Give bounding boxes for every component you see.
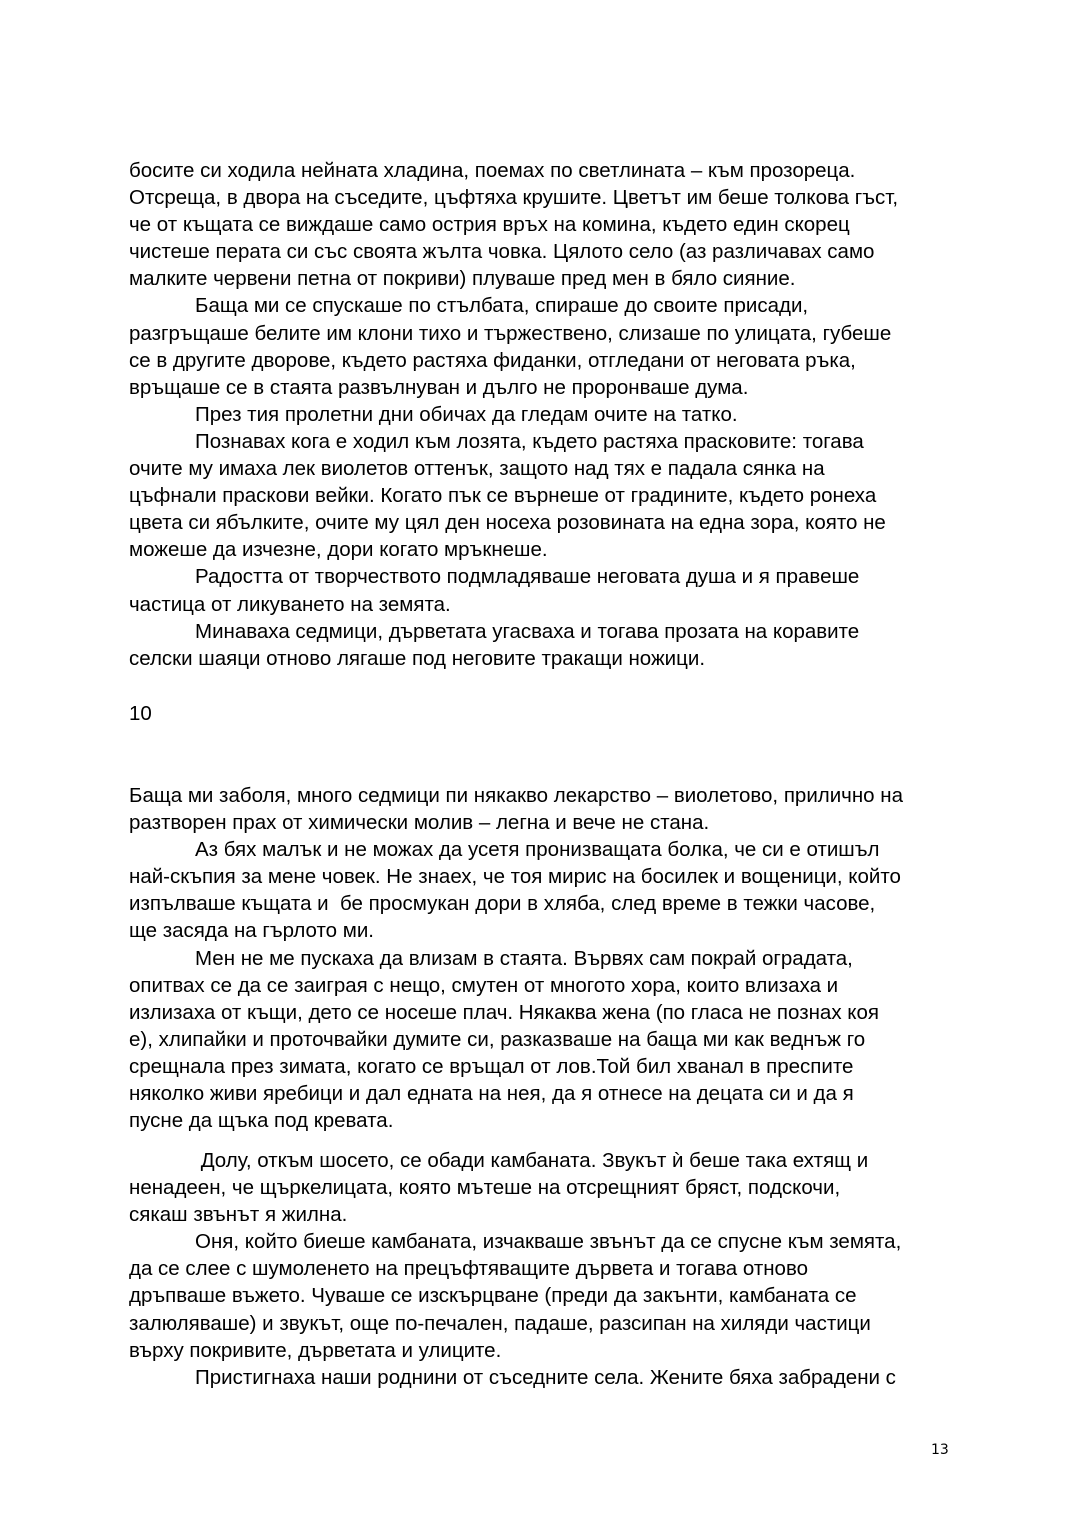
paragraph-line: пусне да щъка под кревата. — [129, 1109, 394, 1133]
paragraph-first-line: Радостта от творчеството подмладяваше неговата душа и я правеше — [195, 565, 860, 589]
paragraph-line: излизаха от къщи, дето се носеше плач. Някаква жена (по гласа не познах коя — [129, 1000, 879, 1024]
paragraph-line: ще засяда на гърлото ми. — [129, 919, 374, 943]
paragraph-first-line: Пристигнаха наши роднини от съседните села. Жените бяха забрадени с — [195, 1365, 896, 1389]
paragraph-line: опитвах се да се заиграя с нещо, смутен от многото хора, които влизаха и — [129, 973, 839, 997]
chapter-number: 10 — [129, 702, 152, 725]
paragraph-line: че от къщата се виждаше само острия връх на комина, където един скорец — [129, 213, 850, 237]
paragraph-line: да се слее с шумоленето на прецъфтяващите дървета и тогава отново — [129, 1257, 809, 1281]
paragraph-first-line: Познавах кога е ходил към лозята, където растяха прасковите: тогава — [195, 429, 864, 453]
paragraph-line: върху покривите, дърветата и улиците. — [129, 1338, 502, 1362]
paragraph-line: малките червени петна от покриви) плуваше пред мен в бяло сияние. — [129, 267, 796, 291]
text-block-bottom — [129, 1147, 959, 1391]
paragraph-line: босите си ходила нейната хладина, поемах по светлината – към прозореца. — [129, 159, 856, 182]
paragraph-first-line: Оня, който биеше камбаната, изчакваше звънът да се спусне към земята, — [195, 1230, 902, 1254]
paragraph-line: залюляваше) и звукът, още по-печален, падаше, разсипан на хиляди частици — [129, 1311, 871, 1335]
paragraph-line: чистеше перата си със своята жълта човка. Цялото село (аз различавах само — [129, 240, 875, 264]
paragraph-line: Баща ми заболя, много седмици пи някакво лекарство – виолетово, прилично на — [129, 784, 904, 807]
paragraph-first-line: Минаваха седмици, дърветата угасваха и тогава прозата на коравите — [195, 619, 860, 643]
paragraph-first-line: Мен не ме пускаха да влизам в стаята. Вървях сам покрай оградата, — [195, 946, 853, 970]
paragraph-line: няколко живи яребици и дал едната на нея, да я отнесе на децата си и да я — [129, 1082, 854, 1106]
paragraph-line: дръпваше въжето. Чуваше се изскърцване (преди да закънти, камбаната се — [129, 1284, 857, 1308]
paragraph-first-line: Аз бях малък и не можах да усетя пронизващата болка, че си е отишъл — [195, 838, 880, 862]
paragraph-line: ненадеен, че щъркелицата, която мътеше на отсрещният бряст, подскочи, — [129, 1176, 841, 1200]
paragraph-line: сякаш звънът я жилна. — [129, 1203, 348, 1227]
paragraph-line: срещнала през зимата, когато се връщал от лов.Той бил хванал в преспите — [129, 1054, 854, 1078]
page-number: 13 — [931, 1442, 949, 1458]
paragraph-line: връщаше се в стаята развълнуван и дълго не проронваше дума. — [129, 375, 749, 399]
paragraph-line: можеше да изчезне, дори когато мръкнеше. — [129, 538, 548, 562]
paragraph-line: разтворен прах от химически молив – легна и вече не стана. — [129, 811, 710, 835]
paragraph-line: частица от ликуването на земята. — [129, 592, 451, 616]
paragraph-first-line: Долу, откъм шосето, се обади камбаната. Звукът ѝ беше така ехтящ и — [195, 1149, 869, 1172]
paragraph-line: Отсреща, в двора на съседите, цъфтяха крушите. Цветът им беше толкова гъст, — [129, 186, 899, 210]
paragraph-first-line: През тия пролетни дни обичах да гледам очите на татко. — [195, 402, 738, 426]
paragraph-line: най-скъпия за мене човек. Не знаех, че тоя мирис на босилек и вощеници, който — [129, 865, 901, 889]
paragraph-first-line: Баща ми се спускаше по стълбата, спираше до своите присади, — [195, 294, 809, 318]
paragraph-line: селски шаяци отново лягаше под неговите тракащи ножици. — [129, 646, 706, 670]
paragraph-line: изпълваше къщата и бе просмукан дори в хляба, след време в тежки часове, — [129, 892, 876, 916]
paragraph-line: се в другите дворове, където растяха фиданки, отгледани от неговата ръка, — [129, 348, 856, 372]
text-block-middle — [129, 782, 959, 1134]
paragraph-line: очите му имаха лек виолетов оттенък, защото над тях е падала сянка на — [129, 457, 825, 481]
paragraph-line: цъфнали праскови вейки. Когато пък се върнеше от градините, където ронеха — [129, 484, 877, 508]
paragraph-line: разгръщаше белите им клони тихо и тържествено, слизаше по улицата, губеше — [129, 321, 892, 345]
text-block-top — [129, 157, 959, 672]
paragraph-line: цвета си ябълките, очите му цял ден носеха розовината на една зора, която не — [129, 511, 886, 535]
paragraph-line: е), хлипайки и проточвайки думите си, разказваше на баща ми как веднъж го — [129, 1027, 866, 1051]
